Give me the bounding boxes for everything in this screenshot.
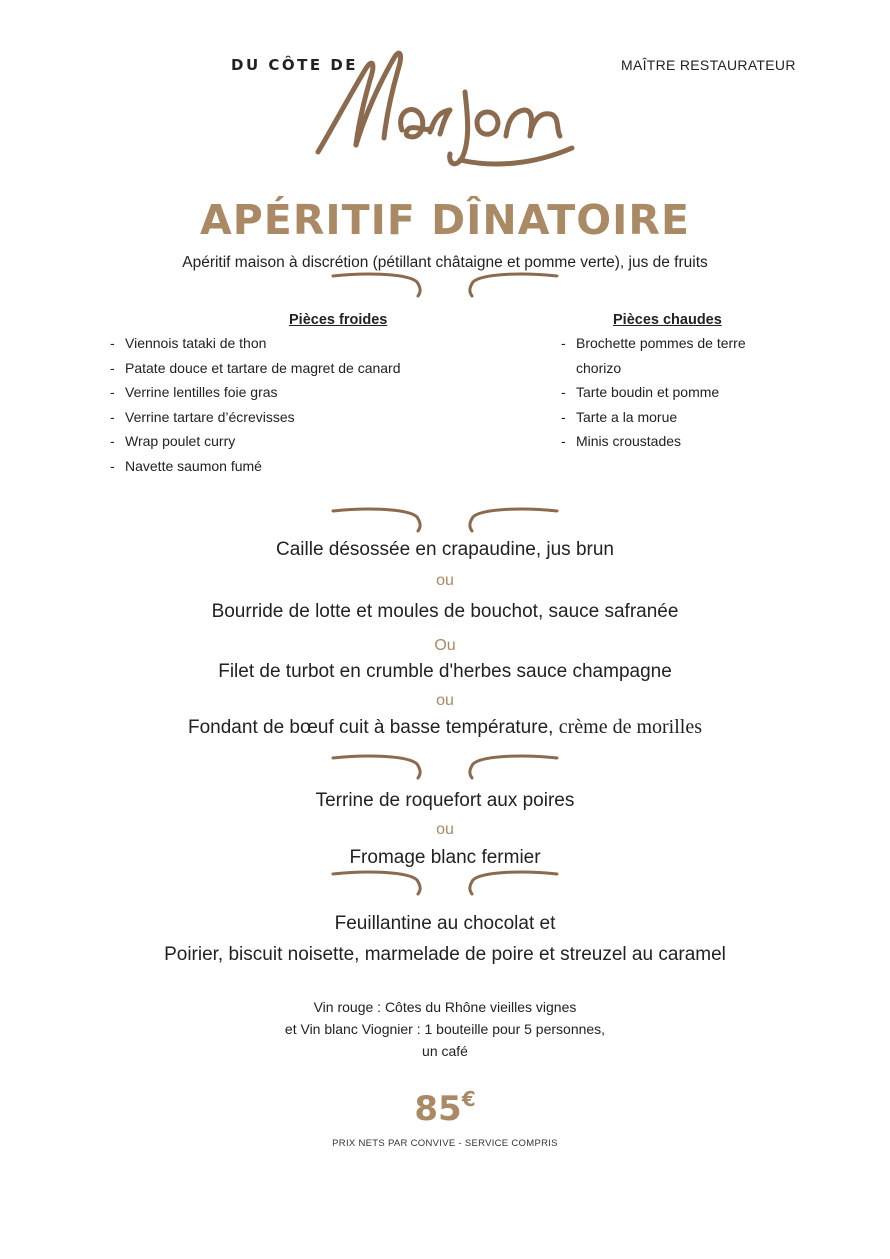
main-dish: Bourride de lotte et moules de bouchot, sauce safranée xyxy=(211,601,679,622)
main-dish xyxy=(0,716,890,739)
list-item: - Tarte a la morue xyxy=(561,405,751,430)
ornament-divider xyxy=(329,752,561,782)
main-dish: Filet de turbot en crumble d'herbes sauce champagne xyxy=(218,661,672,682)
main-dish-part-serif: crème de morilles xyxy=(558,716,702,738)
ornament-divider xyxy=(329,270,561,300)
brand-prefix: DU CÔTE DE xyxy=(231,56,359,74)
or-separator: ou xyxy=(436,821,454,838)
list-item: - Verrine lentilles foie gras xyxy=(110,380,440,405)
ornament-divider xyxy=(329,868,561,898)
marjon-logo xyxy=(310,40,590,175)
ornament-divider xyxy=(329,505,561,535)
list-item: - Patate douce et tartare de magret de canard xyxy=(110,356,440,381)
main-dish-part: Fondant de bœuf cuit à basse température, xyxy=(188,717,554,738)
dessert-line: Feuillantine au chocolat et xyxy=(334,913,556,934)
cold-pieces-list xyxy=(110,331,440,478)
list-item: - Minis croustades xyxy=(561,429,751,454)
cheese-dish: Terrine de roquefort aux poires xyxy=(315,790,575,811)
drinks-line: un café xyxy=(422,1043,468,1059)
drinks-line: et Vin blanc Viognier : 1 bouteille pour 5 personnes, xyxy=(284,1021,606,1037)
cold-pieces-heading: Pièces froides xyxy=(289,312,388,328)
hot-pieces-heading: Pièces chaudes xyxy=(613,312,722,328)
or-separator: ou xyxy=(436,692,454,709)
or-separator: ou xyxy=(436,572,454,589)
list-item: - Navette saumon fumé xyxy=(110,454,440,479)
main-dish: Caille désossée en crapaudine, jus brun xyxy=(276,539,614,560)
drinks-line: Vin rouge : Côtes du Rhône vieilles vignes xyxy=(313,999,577,1015)
or-separator: Ou xyxy=(434,637,456,654)
list-item: - Wrap poulet curry xyxy=(110,429,440,454)
list-item: - Tarte boudin et pomme xyxy=(561,380,751,405)
hot-pieces-list xyxy=(561,331,751,454)
price-currency: € xyxy=(461,1087,476,1111)
price xyxy=(0,1087,890,1129)
cheese-dish: Fromage blanc fermier xyxy=(349,847,541,868)
price-amount: 85 xyxy=(414,1089,462,1129)
dessert-line: Poirier, biscuit noisette, marmelade de poire et streuzel au caramel xyxy=(164,944,726,965)
tagline: MAÎTRE RESTAURATEUR xyxy=(621,57,796,73)
list-item: - Brochette pommes de terre chorizo xyxy=(561,331,751,380)
list-item: - Viennois tataki de thon xyxy=(110,331,440,356)
intro-text: Apéritif maison à discrétion (pétillant châtaigne et pomme verte), jus de fruits xyxy=(182,254,708,271)
list-item: - Verrine tartare d’écrevisses xyxy=(110,405,440,430)
price-note: PRIX NETS PAR CONVIVE - SERVICE COMPRIS xyxy=(332,1138,558,1149)
page-title: APÉRITIF DÎNATOIRE xyxy=(200,196,690,244)
